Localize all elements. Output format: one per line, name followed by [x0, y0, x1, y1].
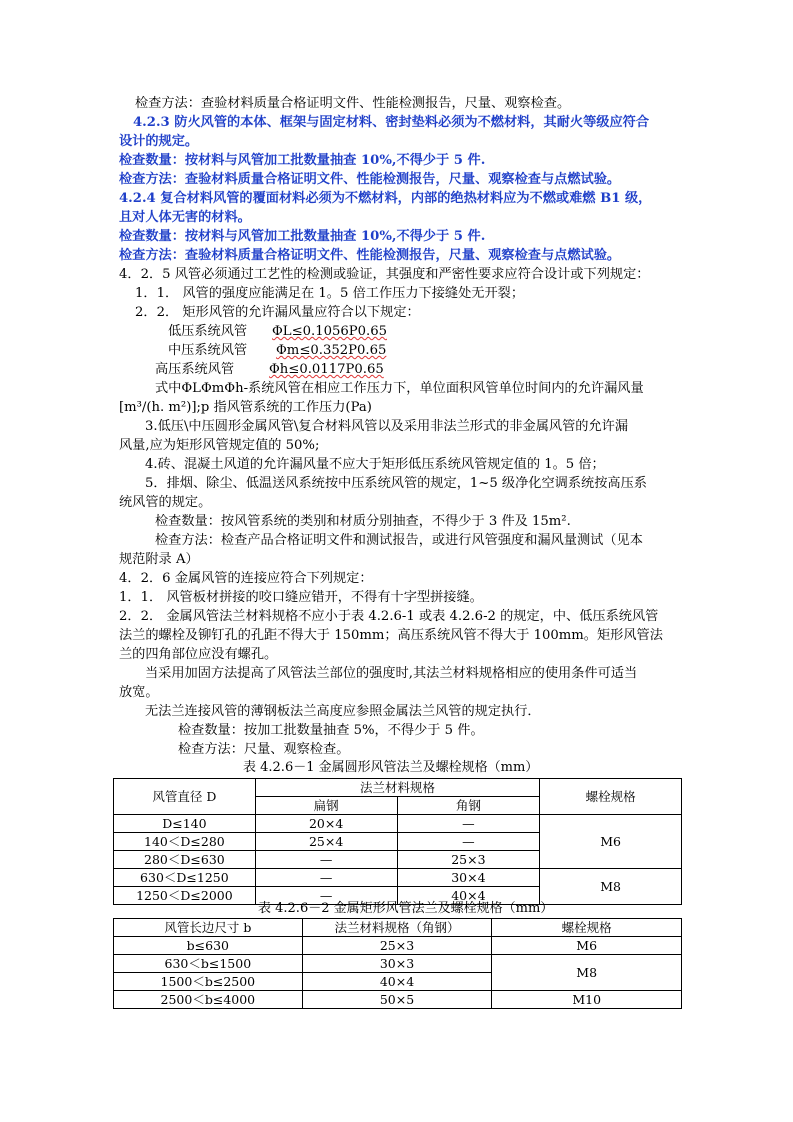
- formula: Φm≤0.352P0.65: [276, 343, 387, 358]
- clause-4-2-4: 4.2.4 复合材料风管的覆面材料必须为不燃材料，内部的绝热材料应为不燃或难燃 B1 级，: [119, 191, 652, 206]
- cell-diameter: 140＜D≤280: [114, 833, 256, 851]
- text-line: 1．1． 风管的强度应能满足在 1。5 倍工作压力下接缝处无开裂；: [135, 286, 525, 301]
- table-row: [114, 869, 682, 887]
- text-line: 检查方法：检查产品合格证明文件和测试报告，或进行风管强度和漏风量测试（见本: [155, 533, 643, 548]
- table-row: [114, 955, 682, 973]
- formula: ΦL≤0.1056P0.65: [272, 324, 387, 339]
- cell-flat: —: [255, 887, 397, 905]
- header-flange: 法兰材料规格: [255, 779, 539, 797]
- cell-flat: —: [255, 869, 397, 887]
- cell-angle: 40×4: [302, 973, 492, 991]
- cell-angle: 40×4: [397, 887, 540, 905]
- cell-diameter: 1250＜D≤2000: [114, 887, 256, 905]
- cell-diameter: 280＜D≤630: [114, 851, 256, 869]
- table-row: [114, 991, 682, 1009]
- cell-bolt: M8: [540, 869, 682, 905]
- cell-side: 1500＜b≤2500: [114, 973, 303, 991]
- text-line: 2．2． 矩形风管的允许漏风量应符合以下规定：: [135, 305, 420, 320]
- cell-diameter: D≤140: [114, 815, 256, 833]
- cell-bolt: M6: [492, 937, 682, 955]
- formula: Φh≤0.0117P0.65: [269, 362, 384, 377]
- text-line: 2．2． 金属风管法兰材料规格不应小于表 4.2.6-1 或表 4.2.6-2 的规定，中、低压系统风管: [119, 609, 659, 624]
- formula-label: 中压系统风管: [168, 343, 248, 358]
- text-line: 且对人体无害的材料。: [119, 210, 251, 225]
- cell-bolt: M6: [540, 815, 682, 869]
- text-line: 检查数量：按加工批数量抽查 5%，不得少于 5 件。: [178, 723, 484, 738]
- text-line: 检查方法：查验材料质量合格证明文件、性能检测报告，尺量、观察检查与点燃试验。: [119, 248, 621, 263]
- cell-angle: —: [397, 815, 540, 833]
- cell-side: 630＜b≤1500: [114, 955, 303, 973]
- text-line: 当采用加固方法提高了风管法兰部位的强度时,其法兰材料规格相应的使用条件可适当: [145, 666, 638, 681]
- cell-angle: 30×3: [302, 955, 492, 973]
- text-line: 检查数量：按材料与风管加工批数量抽查 10%,不得少于 5 件.: [119, 153, 486, 168]
- text-line: 法兰的螺栓及铆钉孔的孔距不得大于 150mm；高压系统风管不得大于 100mm。矩形风管法: [119, 628, 663, 643]
- rect-duct-flange-table: [113, 918, 682, 1009]
- header-diameter: 风管直径 D: [114, 779, 256, 815]
- text-line: 风量,应为矩形风管规定值的 50%;: [119, 438, 320, 453]
- header-bolt: 螺栓规格: [492, 919, 682, 937]
- header-flange: 法兰材料规格（角钢）: [302, 919, 492, 937]
- cell-flat: —: [255, 851, 397, 869]
- cell-flat: 20×4: [255, 815, 397, 833]
- text-line: 兰的四角部位应没有螺孔。: [119, 647, 278, 662]
- clause-4-2-6: 4．2．6 金属风管的连接应符合下列规定：: [119, 571, 373, 586]
- cell-diameter: 630＜D≤1250: [114, 869, 256, 887]
- clause-4-2-5: 4．2．5 风管必须通过工艺性的检测或验证，其强度和严密性要求应符合设计或下列规定：: [119, 267, 650, 282]
- cell-angle: 25×3: [302, 937, 492, 955]
- header-flat-steel: 扁钢: [255, 797, 397, 815]
- table-row: [114, 937, 682, 955]
- text-line: 设计的规定。: [119, 134, 199, 149]
- cell-bolt: M10: [492, 991, 682, 1009]
- clause-4-2-3: 4.2.3 防火风管的本体、框架与固定材料、密封垫料必须为不燃材料，其耐火等级应符合: [133, 115, 650, 130]
- text-line: 1．1． 风管板材拼接的咬口缝应错开，不得有十字型拼接缝。: [119, 590, 483, 605]
- cell-angle: —: [397, 833, 540, 851]
- cell-angle: 30×4: [397, 869, 540, 887]
- cell-bolt: M8: [492, 955, 682, 991]
- header-angle-steel: 角钢: [397, 797, 540, 815]
- cell-angle: 25×3: [397, 851, 540, 869]
- text-line: 检查数量：按风管系统的类别和材质分别抽查，不得少于 3 件及 15m².: [155, 514, 571, 529]
- text-line: 规范附录 A）: [119, 552, 199, 567]
- formula-label: 低压系统风管: [168, 324, 248, 339]
- cell-side: b≤630: [114, 937, 303, 955]
- formula-label: 高压系统风管: [155, 362, 235, 377]
- text-line: 检查方法：查验材料质量合格证明文件、性能检测报告，尺量、观察检查与点燃试验。: [119, 172, 621, 187]
- text-line: [m³/(h. m²)];p 指风管系统的工作压力(Pa): [119, 400, 372, 415]
- text-line: 无法兰连接风管的薄钢板法兰高度应参照金属法兰风管的规定执行．: [145, 704, 541, 719]
- text-line: 检查数量：按材料与风管加工批数量抽查 10%,不得少于 5 件.: [119, 229, 486, 244]
- text-line: 放宽。: [119, 685, 159, 700]
- header-bolt: 螺栓规格: [540, 779, 682, 815]
- text-line: 检查方法：查验材料质量合格证明文件、性能检测报告，尺量、观察检查。: [135, 96, 571, 111]
- text-line: 3.低压\中压圆形金属风管\复合材料风管以及采用非法兰形式的非金属风管的允许漏: [145, 419, 629, 434]
- table-caption: 表 4.2.6－2 金属矩形风管法兰及螺栓规格（mm）: [258, 901, 554, 916]
- text-line: 统风管的规定。: [119, 495, 212, 510]
- round-duct-flange-table: [113, 778, 682, 905]
- table-caption: 表 4.2.6－1 金属圆形风管法兰及螺栓规格（mm）: [243, 760, 539, 775]
- text-line: 式中ΦLΦmΦh-系统风管在相应工作压力下，单位面积风管单位时间内的允许漏风量: [155, 381, 644, 396]
- text-line: 检查方法：尺量、观察检查。: [178, 742, 350, 757]
- cell-side: 2500＜b≤4000: [114, 991, 303, 1009]
- text-line: 5．排烟、除尘、低温送风系统按中压系统风管的规定，1~5 级净化空调系统按高压系: [145, 476, 647, 491]
- text-line: 4.砖、混凝土风道的允许漏风量不应大于矩形低压系统风管规定值的 1。5 倍；: [145, 457, 605, 472]
- header-side-length: 风管长边尺寸 b: [114, 919, 303, 937]
- cell-angle: 50×5: [302, 991, 492, 1009]
- table-row: [114, 815, 682, 833]
- cell-flat: 25×4: [255, 833, 397, 851]
